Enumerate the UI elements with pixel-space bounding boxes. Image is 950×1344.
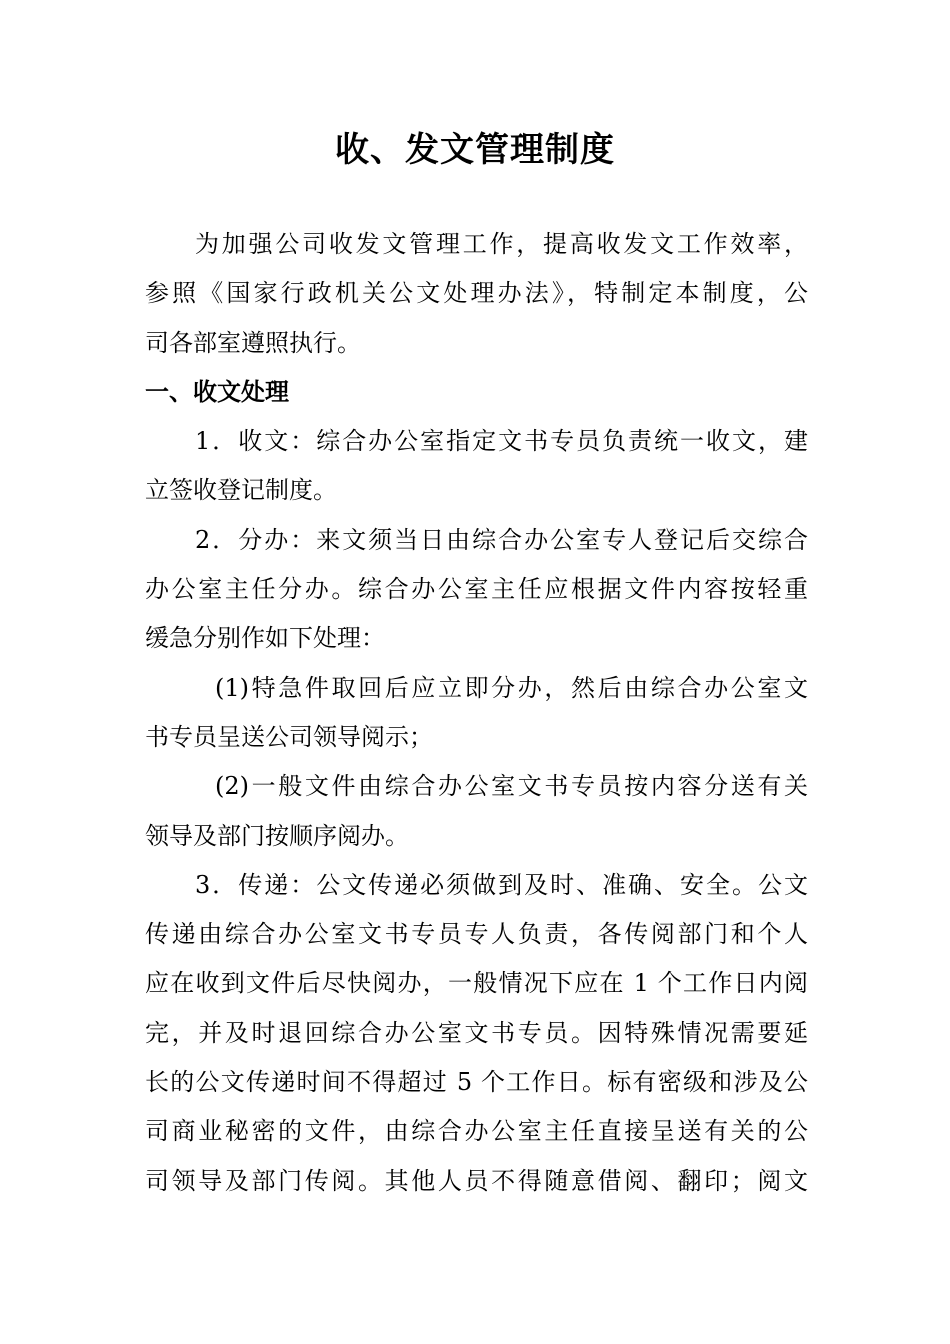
text-line: 司各部室遵照执行。	[145, 328, 361, 357]
text-line: 领导及部门按顺序阅办。	[145, 821, 409, 850]
text-line: 1．收文：综合办公室指定文书专员负责统一收文，建	[195, 427, 808, 456]
text-line: 3．传递：公文传递必须做到及时、准确、安全。公文	[195, 870, 808, 899]
intro-paragraph	[145, 222, 808, 370]
text-line: 长的公文传递时间不得超过 5 个工作日。标有密级和涉及公	[145, 1068, 808, 1097]
document-body	[145, 222, 808, 1208]
item-transfer-paragraph	[145, 863, 808, 1208]
text-line: 完，并及时退回综合办公室文书专员。因特殊情况需要延	[145, 1018, 808, 1047]
text-line: 为加强公司收发文管理工作，提高收发文工作效率，	[195, 230, 808, 258]
text-line: (2)一般文件由综合办公室文书专员按内容分送有关	[215, 772, 808, 801]
text-line: 司商业秘密的文件，由综合办公室主任直接呈送有关的公	[145, 1117, 808, 1146]
item-receive-paragraph	[145, 419, 808, 518]
text-line: 司领导及部门传阅。其他人员不得随意借阅、翻印；阅文	[145, 1166, 808, 1195]
document-title: 收、发文管理制度	[335, 130, 615, 170]
text-line: 参照《国家行政机关公文处理办法》，特制定本制度，公	[145, 279, 808, 308]
text-line: 缓急分别作如下处理：	[145, 624, 385, 653]
text-line: 2．分办：来文须当日由综合办公室专人登记后交综合	[195, 525, 808, 554]
subitem-general-paragraph	[145, 764, 808, 863]
text-line: 应在收到文件后尽快阅办，一般情况下应在 1 个工作日内阅	[145, 969, 808, 998]
text-line: (1)特急件取回后应立即分办，然后由综合办公室文	[215, 673, 808, 702]
text-line: 立签收登记制度。	[145, 476, 337, 505]
text-line: 书专员呈送公司领导阅示；	[145, 722, 433, 751]
subitem-urgent-paragraph	[145, 666, 808, 765]
item-distribute-paragraph	[145, 518, 808, 666]
text-line: 传递由综合办公室文书专员专人负责，各传阅部门和个人	[145, 920, 808, 949]
section-heading: 一、收文处理	[145, 377, 289, 406]
text-line: 办公室主任分办。综合办公室主任应根据文件内容按轻重	[145, 575, 808, 604]
